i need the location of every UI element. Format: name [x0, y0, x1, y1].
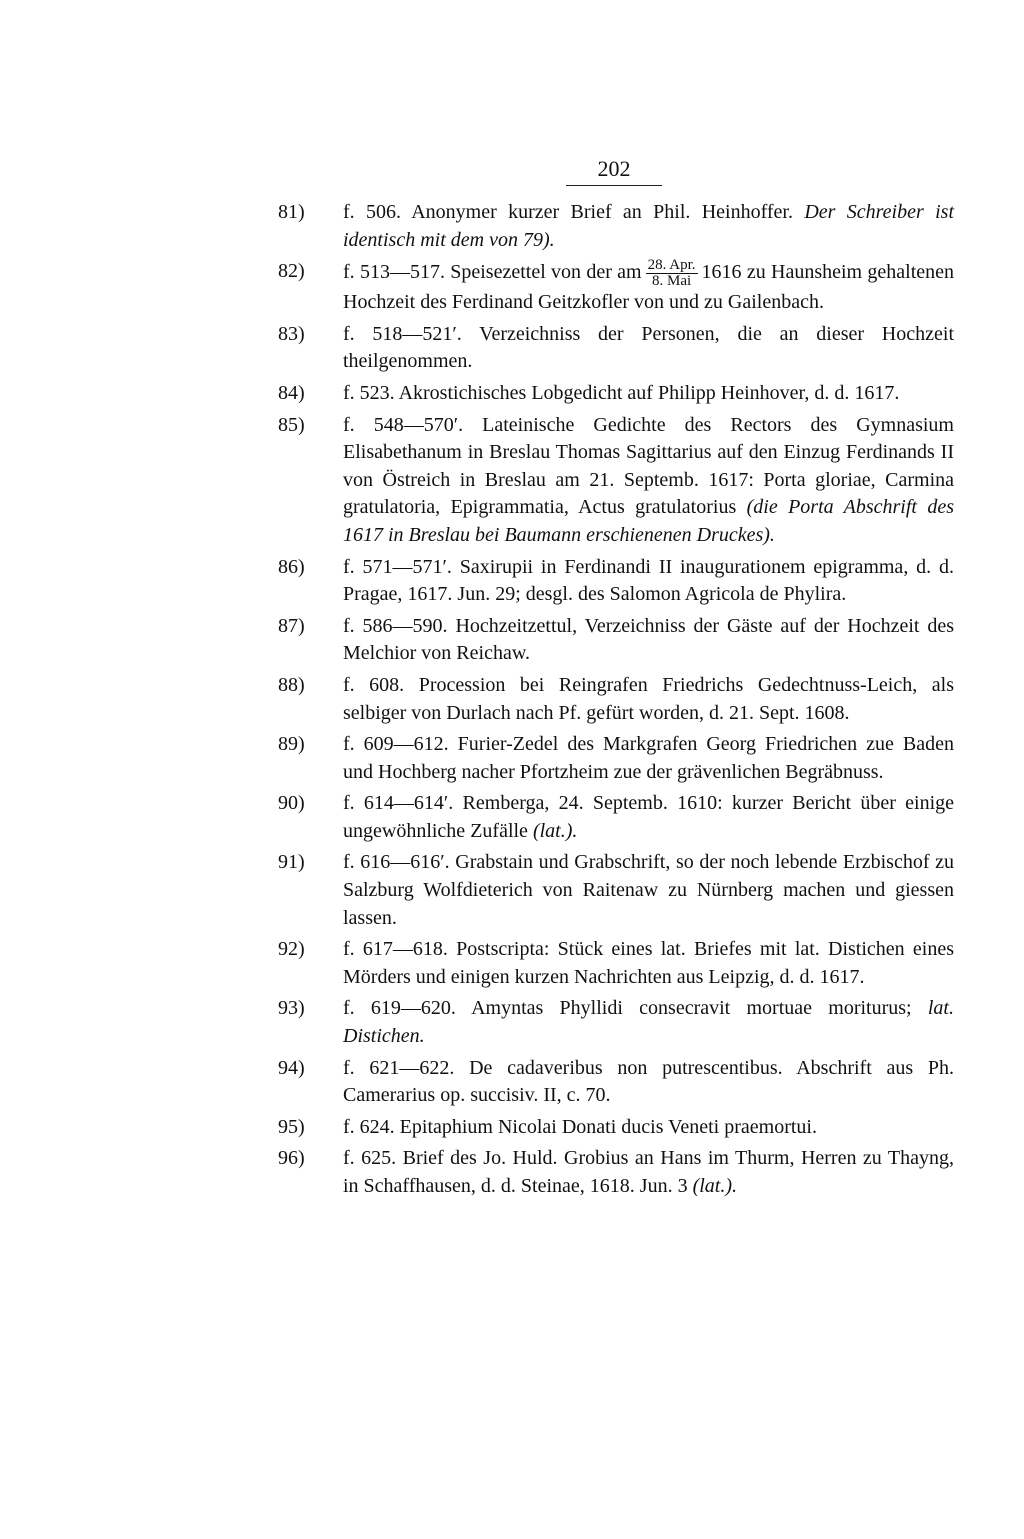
entry-text: Speisezettel von der am: [450, 261, 642, 284]
entry-text: Hochzeitzettul, Verzeichniss der Gäste auf der Hochzeit des Melchior von Reichaw.: [343, 614, 954, 665]
entry-italic: Der Schreiber ist identisch mit dem von 79).: [343, 201, 955, 251]
entry-number: 84): [278, 381, 305, 404]
entry-text: Epitaphium Nicolai Donati ducis Veneti praemortui.: [399, 1115, 817, 1138]
entry-italic: (lat.).: [692, 1175, 738, 1197]
entry-92: [278, 936, 954, 991]
entry-folio: f. 624.: [343, 1115, 395, 1138]
entry-folio: f. 513—517.: [343, 261, 445, 284]
fraction-bottom: 8. Mai: [651, 273, 692, 290]
entry-number: 92): [278, 938, 305, 961]
entry-number: 81): [278, 201, 305, 223]
entry-italic: (die Porta Abschrift des 1617 in Breslau bei Baumann erschienenen Druckes).: [343, 496, 955, 546]
entry-folio: f. 506.: [343, 201, 401, 223]
entry-list: [278, 199, 954, 1205]
entry-italic: (lat.).: [532, 819, 578, 842]
entry-text: Postscripta: Stück eines lat. Briefes mit lat. Distichen eines Mörders und einigen kurzen Nachrichten aus Leipzig, d. d. 1617.: [343, 938, 954, 988]
entry-text: Grabstain und Grabschrift, so der noch lebende Erzbischof zu Salzburg Wolfdieterich von Raitenaw zu Nürnberg machen und giessen lassen.: [343, 851, 954, 929]
entry-84: [278, 380, 954, 408]
entry-number: 86): [278, 555, 305, 578]
date-fraction: [646, 258, 698, 289]
entry-folio: f. 616—616′.: [343, 851, 450, 874]
entry-text: Procession bei Reingrafen Friedrichs Gedechtnuss-Leich, als selbiger von Durlach nach Pf. gefürt worden, d. 21. Sept. 1608.: [343, 673, 954, 724]
entry-folio: f. 617—618.: [343, 938, 448, 961]
entry-number: 96): [278, 1147, 305, 1170]
fraction-top: 28. Apr.: [647, 257, 696, 274]
entry-number: 82): [278, 260, 305, 283]
entry-folio: f. 608.: [343, 673, 405, 696]
entry-folio: f. 614—614′.: [343, 792, 454, 815]
entry-folio: f. 586—590.: [343, 614, 448, 637]
entry-folio: f. 625.: [343, 1147, 397, 1170]
entry-text: Furier-Zedel des Markgrafen Georg Friedrichen zue Baden und Hochberg nacher Pfortzheim zue der grävenlichen Begräbnuss.: [343, 733, 954, 783]
entry-number: 95): [278, 1115, 305, 1138]
entry-text: De cadaveribus non putrescentibus. Abschrift aus Ph. Camerarius op. succisiv. II, c. 70.: [343, 1056, 954, 1107]
entry-number: 88): [278, 673, 305, 696]
entry-number: 85): [278, 413, 305, 436]
entry-folio: f. 523.: [343, 381, 395, 404]
entry-number: 94): [278, 1056, 305, 1079]
entry-82: [278, 258, 954, 317]
page-number: 202: [597, 156, 631, 181]
entry-folio: f. 571—571′.: [343, 555, 452, 578]
header-rule: [566, 185, 662, 186]
entry-text: Saxirupii in Ferdinandi II inaugurationem epigramma, d. d. Pragae, 1617. Jun. 29; desgl. des Salomon Agricola de Phylira.: [343, 555, 955, 606]
entry-89: [278, 731, 954, 786]
entry-text: Verzeichniss der Personen, die an dieser Hochzeit theilgenommen.: [343, 322, 954, 373]
entry-85: [278, 412, 954, 550]
entry-94: [278, 1055, 954, 1110]
entry-text: Remberga, 24. Septemb. 1610: kurzer Bericht über einige ungewöhnliche Zufälle: [343, 792, 955, 842]
entry-italic: lat. Distichen.: [343, 997, 954, 1048]
entry-88: [278, 672, 954, 727]
entry-text-continued: 1616 zu Haunsheim gehaltenen Hochzeit des Ferdinand Geitzkofler von und zu Gailenbach.: [343, 261, 954, 314]
entry-number: 83): [278, 322, 305, 345]
entry-folio: f. 609—612.: [343, 733, 449, 756]
entry-text: Akrostichisches Lobgedicht auf Philipp Heinhover, d. d. 1617.: [398, 381, 900, 404]
entry-text: Anonymer kurzer Brief an Phil. Heinhoffer.: [411, 201, 793, 223]
entry-number: 90): [278, 792, 305, 815]
entry-86: [278, 554, 954, 609]
entry-number: 89): [278, 733, 305, 756]
entry-folio: f. 619—620.: [343, 997, 456, 1020]
entry-text: Lateinische Gedichte des Rectors des Gymnasium Elisabethanum in Breslau Thomas Sagittarius auf den Einzug Ferdinands II von Östreich in Breslau am 21. Septemb. 1617: Porta gloriae, Carmina gratulatoria, Epigrammatia, Actus gratulatorius: [343, 413, 954, 519]
entry-text: Brief des Jo. Huld. Grobius an Hans im Thurm, Herren zu Thayng, in Schaffhausen, d. d. Steinae, 1618. Jun. 3: [343, 1147, 954, 1197]
entry-90: [278, 790, 954, 845]
entry-93: [278, 995, 954, 1050]
entry-number: 91): [278, 851, 305, 874]
entry-number: 87): [278, 614, 305, 637]
entry-number: 93): [278, 997, 305, 1020]
entry-95: [278, 1114, 954, 1142]
entry-96: [278, 1145, 954, 1200]
entry-81: [278, 199, 954, 254]
entry-folio: f. 518—521′.: [343, 322, 462, 345]
entry-text: Amyntas Phyllidi consecravit mortuae moriturus;: [471, 997, 912, 1020]
entry-87: [278, 613, 954, 668]
entry-folio: f. 621—622.: [343, 1056, 455, 1079]
entry-83: [278, 321, 954, 376]
entry-91: [278, 849, 954, 932]
entry-folio: f. 548—570′.: [343, 413, 464, 436]
